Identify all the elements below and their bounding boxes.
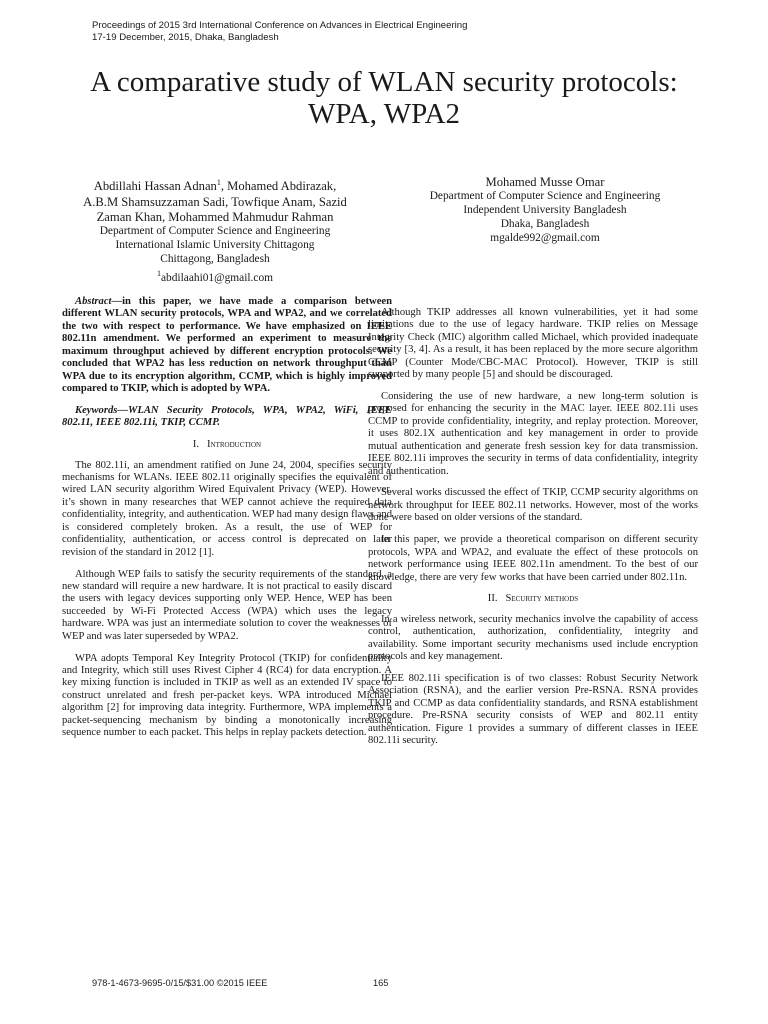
body-paragraph-2: Considering the use of new hardware, a new long-term solution is proposed for enhancing the security in the MAC layer. IEEE 802.11i uses CCMP to provide confidentiality, integrity, and replay protection. Moreover, it uses 802.1X authentication and key management in order to provide mutual authentication and generate fresh session key for data transmission. IEEE 802.11i improves the security in terms of data confidentiality, integrity and authentication. [368,391,698,477]
body-paragraph-4: In this paper, we provide a theoretical comparison on different security protocols, WPA and WPA2, and evaluate the effect of these protocols on network performance using IEEE 802.11n amendment. To the best of our knowledge, there are very few works that have been carried under 802.11n. [368,534,698,583]
security-paragraph-2: IEEE 802.11i specification is of two classes: Robust Security Network Association (RSNA), and the earlier version Pre-RSNA. RSNA provides TKIP and CCMP as data confidentiality standards, and RSNA establishment procedure. Pre-RSNA security consists of WEP and 802.11 entity authentication. Figure 1 provides a summary of different classes in IEEE 802.11i security. [368,672,698,747]
body-paragraph-3: Several works discussed the effect of TKIP, CCMP security algorithms on network throughput for IEEE 802.11 networks. However, most of the works done were based on older versions of the standard. [368,487,698,524]
author-department: Department of Computer Science and Engineering [99,225,331,238]
intro-paragraph-3: WPA adopts Temporal Key Integrity Protocol (TKIP) for confidentiality and Integrity, which still uses Rivest Cipher 4 (RC4) for data encryption. A key mixing function is included in TKIP as well as an extended IV space to construct unrelated and fresh per-packet keys. WPA introduced Michael algorithm [2] for improving data integrity. Furthermore, WPA implements a packet-sequencing mechanism by binding a monotonically increasing sequence number to each packet. This helps in replay packets detection. [62,652,392,739]
body-paragraph-1: Although TKIP addresses all known vulnerabilities, yet it had some limitations due to the use of legacy hardware. TKIP relies on Message Integrity Check (MIC) algorithm called Michael, which provided inadequate security [3, 4]. As a result, it has been replaced by the more secure algorithm CCMP (Counter Mode/CBC-MAC Protocol). However, TKIP is still supported by many people [5] and should be discouraged. [368,307,698,381]
keywords-text: —WLAN Security Protocols, WPA, WPA2, WiFi, IEEE 802.11, IEEE 802.11i, TKIP, CCMP. [62,404,392,429]
author-block-left [30,175,400,286]
right-column [368,307,698,757]
security-paragraph-1: In a wireless network, security mechanics involve the capability of access control, authentication, authorization, confidentiality, integrity and availability. Some important security mechanisms used include encryption protocols and key management. [368,613,698,663]
author-name: Mohamed Musse Omar [485,175,605,189]
author-names-line-1: Abdillahi Hassan Adnan$^1$, Mohamed Abdirazak, [93,178,337,194]
conference-line-1: Proceedings of 2015 3rd International Conference on Advances in Electrical Engineering [92,20,468,31]
section-heading-introduction: I. Introduction [192,439,262,451]
author-names-line-3: Zaman Khan, Mohammed Mahmudur Rahman [96,210,334,224]
footer-copyright: 978-1-4673-9695-0/15/$31.00 ©2015 IEEE [92,978,268,988]
author-email: mgalde992@gmail.com [490,232,600,245]
paper-title [30,66,738,130]
intro-paragraph-1: The 802.11i, an amendment ratified on June 24, 2004, specifies security mechanisms for WLANs. IEEE 802.11 originally specifies the equivalent of wired LAN security algorithm Wired Equivalent Privacy (WEP). However, it’s shown in many researches that WEP cannot achieve the required data confidentiality, integrity, and authentication. WEP had many design flaws and is considered completely broken. As a result, the use of WEP for confidentiality, authentication, or access control is deprecated on later revision of the standard in 2012 [1]. [62,459,392,558]
keywords-lead: Keywords [75,404,118,416]
title-line-1: A comparative study of WLAN security protocols: [90,66,678,98]
author-university: Independent University Bangladesh [463,204,627,217]
keywords [62,405,392,430]
section-heading-security-methods: II. Security methods [487,593,579,605]
conference-line-2: 17-19 December, 2015, Dhaka, Bangladesh [92,32,279,43]
abstract [62,296,392,396]
author-names-line-2: A.B.M Shamsuzzaman Sadi, Towfique Anam, Sazid [83,194,347,209]
intro-paragraph-2: Although WEP fails to satisfy the security requirements of the standard, a new standard will require a new hardware. It is not practical to easily discard the users with legacy devices supporting only WEP. Hence, WEP has been succeeded by Wi-Fi Protected Access (WPA) which uses the legacy hardware. WPA was just an intermediate solution to cover the weaknesses of WEP and was later superseded by WPA2. [62,568,392,642]
title-line-2: WPA, WPA2 [307,98,461,130]
author-block-right [395,175,695,246]
page-number: 165 [373,978,389,988]
author-city: Chittagong, Bangladesh [160,253,270,266]
left-column [62,296,392,749]
author-university: International Islamic University Chittagong [115,239,315,252]
author-email: $^1$abdilaahi01@gmail.com [156,269,274,284]
abstract-text: —in this paper, we have made a comparison between different WLAN security protocols, WPA and WPA2, and we correlated the two with respect to performance. We have emphasized on IEEE 802.11n amendment. We performed an experiment to measure the maximum throughput achieved by different encryption protocols. We concluded that WPA2 has less reduction on network throughput than WPA due to its encryption algorithm, CCMP, which is highly improved compared to TKIP, which is adopted by WPA. [62,296,392,395]
author-city: Dhaka, Bangladesh [500,218,590,231]
abstract-lead: Abstract [75,296,112,307]
conference-header [92,20,692,44]
author-department: Department of Computer Science and Engineering [429,190,661,203]
